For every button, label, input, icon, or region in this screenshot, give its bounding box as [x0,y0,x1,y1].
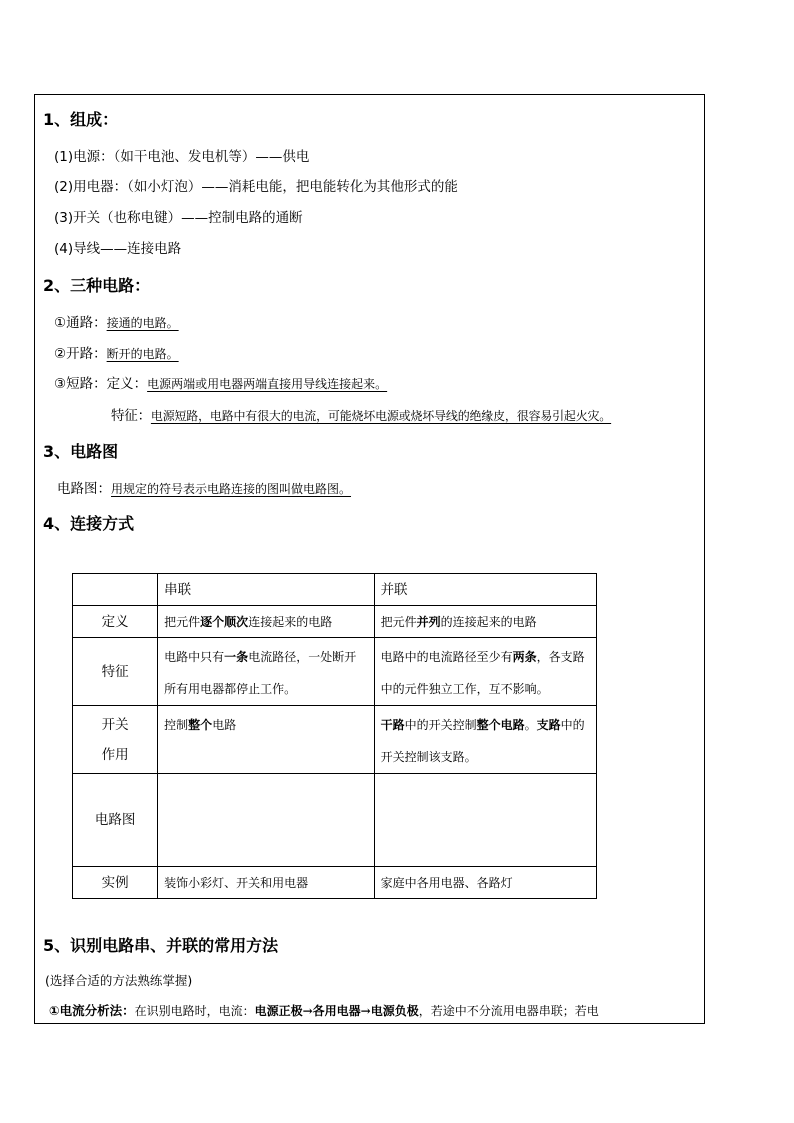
switch-series-text-1: 控制 [164,718,189,732]
feature-series [158,638,374,706]
definition-series-text-1: 把元件 [164,614,201,629]
circuit-short-def: 电源两端或用电器两端直接用导线连接起来。 [147,377,388,391]
feature-parallel-emphasis: 两条 [512,650,537,664]
row-label-diagram: 电路图 [73,774,158,867]
switch-parallel-branch: 支路 [536,718,561,732]
content-frame [34,94,705,1024]
section-4-title: 4、连接方式 [43,514,135,533]
feature-series-emphasis: 一条 [224,650,249,664]
feature-parallel [374,638,596,706]
table-header-series: 串联 [158,574,374,606]
table-row-feature [73,638,597,706]
definition-parallel-emphasis: 并列 [416,614,441,629]
definition-parallel-text-1: 把元件 [380,614,417,629]
table-row-definition [73,606,597,638]
table-header-row [73,574,597,606]
component-wire: (4)导线——连接电路 [54,241,182,257]
component-appliance: (2)用电器：（如小灯泡）——消耗电能，把电能转化为其他形式的能 [54,179,458,195]
comparison-table [72,573,597,899]
method-1-label: ①电流分析法： [49,1003,135,1018]
diagram-series-cell [158,774,374,867]
circuit-open-label: ②开路： [54,346,107,362]
circuit-short-feature [111,404,611,424]
row-label-definition: 定义 [73,606,158,638]
definition-series [158,606,374,638]
switch-parallel-period: 。 [524,718,537,732]
switch-parallel [374,706,596,774]
feature-label: 特征： [111,408,151,424]
example-parallel: 家庭中各用电器、各路灯 [374,867,596,899]
circuit-closed [54,311,179,331]
definition-parallel [374,606,596,638]
definition-series-emphasis: 逐个顺次 [200,614,249,629]
circuit-diagram-label: 电路图： [57,481,111,497]
circuit-diagram-text: 用规定的符号表示电路连接的图叫做电路图。 [111,482,352,496]
feature-text: 电源短路，电路中有很大的电流，可能烧坏电源或烧坏导线的绝缘皮，很容易引起火灾。 [150,409,612,423]
section-5-note: (选择合适的方法熟练掌握) [45,973,193,988]
method-1-path: 电源正极→各用电器→电源负极 [254,1004,419,1018]
section-3-title: 3、电路图 [43,442,119,461]
table-row-switch [73,706,597,774]
switch-parallel-text-2: 中的开关控制该支路。 [380,718,585,764]
circuit-closed-def: 接通的电路。 [106,316,179,330]
row-label-switch-line-1: 开关 [101,716,129,733]
feature-parallel-text-1: 电路中的电流路径至少有 [380,650,513,664]
component-switch: (3)开关（也称电键）——控制电路的通断 [54,210,303,226]
method-1-text-2: ，若途中不分流用电器串联；若电 [418,1004,599,1018]
circuit-closed-label: ①通路： [54,315,107,331]
row-label-feature: 特征 [73,638,158,706]
circuit-open-def: 断开的电路。 [106,347,179,361]
circuit-diagram-def [57,477,351,497]
definition-parallel-text-2: 的连接起来的电路 [440,614,537,629]
switch-parallel-emphasis: 整个电路 [476,718,525,732]
table-row-diagram [73,774,597,867]
section-2-title: 2、三种电路： [43,276,151,295]
circuit-short-label: ③短路：定义： [54,376,148,392]
component-power: (1)电源：（如干电池、发电机等）——供电 [54,149,310,165]
switch-series-emphasis: 整个 [188,718,213,732]
row-label-switch-line-2: 作用 [101,746,129,763]
circuit-open [54,342,179,362]
switch-parallel-trunk: 干路 [380,718,405,732]
section-5-title: 5、识别电路串、并联的常用方法 [43,936,279,955]
switch-series-text-2: 电路 [212,718,237,732]
method-1-text-1: 在识别电路时，电流： [134,1004,255,1018]
example-series: 装饰小彩灯、开关和用电器 [158,867,374,899]
diagram-parallel-cell [374,774,596,867]
feature-series-text-1: 电路中只有 [164,650,225,664]
switch-series [158,706,374,774]
feature-series-text-2: 电流路径，一处断开所有用电器都停止工作。 [164,650,357,696]
switch-parallel-text-1: 中的开关控制 [404,718,477,732]
row-label-example: 实例 [73,867,158,899]
feature-parallel-text-2: ，各支路中的元件独立工作，互不影响。 [380,650,585,696]
table-row-example [73,867,597,899]
table-header-empty [73,574,158,606]
row-label-switch [73,706,158,774]
method-current-analysis [49,1001,599,1019]
circuit-short [54,372,387,392]
definition-series-text-2: 连接起来的电路 [248,614,333,629]
section-1-title: 1、组成： [43,110,119,129]
table-header-parallel: 并联 [374,574,596,606]
